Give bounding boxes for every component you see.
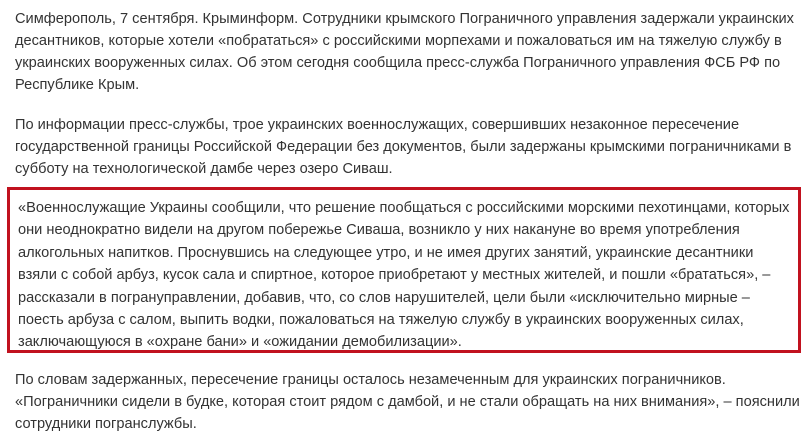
article-paragraph-1: Симферополь, 7 сентября. Крыминформ. Сотрудники крымского Пограничного управления задержали украинских десантников, которые хотели «побрататься» с российскими морпехами и пожаловаться им на тяжелую службу в украинских вооруженных силах. Об этом сегодня сообщила пресс-служба Пограничного управления ФСБ РФ по Республике Крым.: [15, 11, 794, 93]
article-paragraph-3: По словам задержанных, пересечение границы осталось незамеченным для украинских пограничников. «Пограничники сидели в будке, которая стоит рядом с дамбой, и не стали обращать на них внимания», – пояснили сотрудники погранслужбы.: [15, 372, 800, 432]
quoted-statement: «Военнослужащие Украины сообщили, что решение пообщаться с российскими морскими пехотинцами, которых они неоднократно видели на другом побережье Сиваша, возникло у них накануне во время употребления алкогольных напитков. Проснувшись на следующее утро, и не имея других занятий, украинские десантники взяли с собой арбуз, кусок сала и спиртное, которое приобретают у местных жителей, и пошли «брататься», – рассказали в погрануправлении, добавив, что, со слов нарушителей, цели были «исключительно мирные – поесть арбуза с салом, выпить водки, пожаловаться на тяжелую службу в украинских вооруженных силах, заключающуюся в «охране бани» и «ожидании демобилизации».: [18, 200, 790, 351]
article-paragraph-2: По информации пресс-службы, трое украинских военнослужащих, совершивших незаконное пересечение государственной границы Российской Федерации без документов, были задержаны крымскими пограничниками в субботу на технологической дамбе через озеро Сиваш.: [15, 117, 792, 177]
highlighted-quote-box: [7, 187, 801, 353]
